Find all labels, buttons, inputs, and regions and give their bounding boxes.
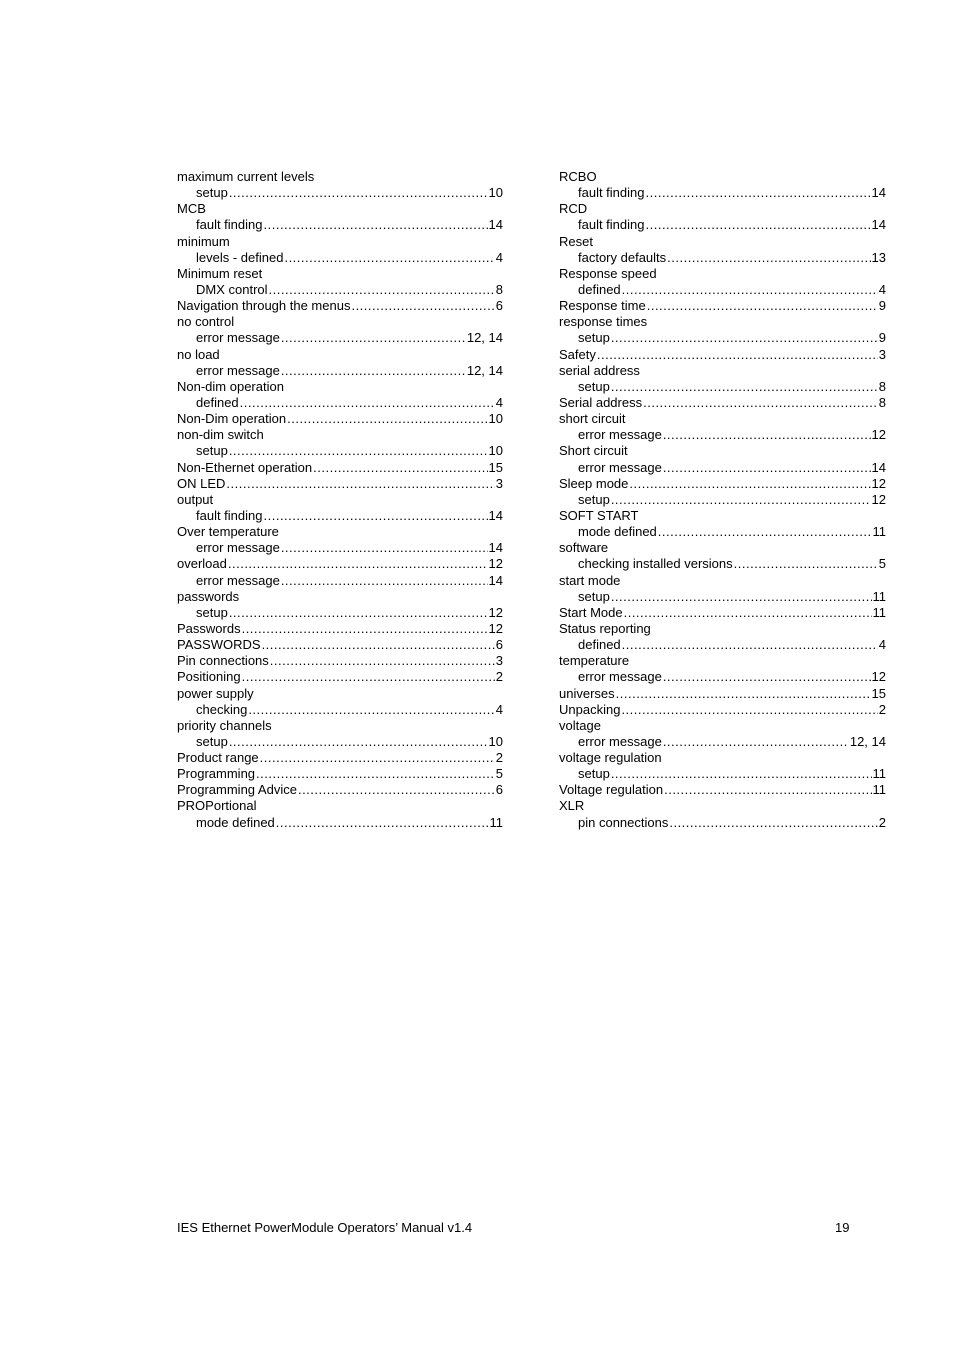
page-reference: 11	[872, 766, 886, 782]
index-heading: voltage regulation	[559, 750, 662, 766]
index-subentry-label: defined	[196, 394, 239, 410]
dot-leader	[242, 669, 495, 685]
index-subentry	[559, 427, 886, 443]
index-subentry-label: checking	[196, 701, 248, 717]
index-subentry	[559, 556, 886, 572]
dot-leader	[622, 637, 878, 653]
footer-page-number: 19	[835, 1220, 850, 1235]
index-subentry-label: factory defaults	[578, 249, 667, 265]
index-heading: voltage	[559, 717, 601, 733]
dot-leader	[664, 782, 871, 798]
index-heading: Short circuit	[559, 443, 628, 459]
index-subentry-label: error message	[578, 733, 662, 749]
dot-leader	[264, 508, 488, 524]
index-entry-label: Non-Ethernet operation	[177, 459, 313, 475]
dot-leader	[611, 379, 878, 395]
dot-leader	[647, 298, 878, 314]
index-heading: minimum	[177, 233, 230, 249]
index-heading: short circuit	[559, 411, 626, 427]
index-subentry-label: mode defined	[196, 814, 275, 830]
index-column-left	[177, 169, 503, 831]
index-subentry-label: fault finding	[578, 185, 645, 201]
index-entry	[177, 782, 503, 798]
page-reference: 9	[878, 330, 886, 346]
index-heading: temperature	[559, 653, 630, 669]
dot-leader	[281, 363, 466, 379]
index-subentry-label: mode defined	[578, 524, 657, 540]
index-entry-label: Pin connections	[177, 653, 269, 669]
dot-leader	[611, 330, 878, 346]
dot-leader	[313, 460, 487, 476]
page-reference: 6	[495, 298, 503, 314]
dot-leader	[262, 637, 495, 653]
index-subentry-label: error message	[196, 572, 280, 588]
page-reference: 14	[871, 459, 886, 475]
page-reference: 11	[489, 814, 503, 830]
index-subentry-label: setup	[578, 378, 610, 394]
index-entry-label: Product range	[177, 750, 259, 766]
index-heading: passwords	[177, 588, 240, 604]
page-reference: 14	[488, 572, 503, 588]
page-reference: 6	[495, 637, 503, 653]
page-reference: 12	[871, 475, 886, 491]
index-subentry	[177, 702, 503, 718]
index-entry-label: overload	[177, 556, 227, 572]
dot-leader	[228, 556, 488, 572]
index-heading: output	[177, 491, 214, 507]
dot-leader	[256, 766, 495, 782]
index-subentry-label: fault finding	[196, 507, 263, 523]
index-entry-label: Voltage regulation	[559, 782, 664, 798]
dot-leader	[248, 702, 494, 718]
index-subentry	[177, 573, 503, 589]
dot-leader	[663, 669, 871, 685]
page-reference: 3	[878, 346, 886, 362]
page-reference: 12	[871, 669, 886, 685]
page-reference: 11	[872, 782, 886, 798]
index-entry	[177, 460, 503, 476]
page-reference: 13	[871, 249, 886, 265]
dot-leader	[669, 815, 877, 831]
page-reference: 10	[488, 733, 503, 749]
index-subentry-label: setup	[196, 604, 228, 620]
index-entry	[559, 686, 886, 702]
page-reference: 11	[872, 524, 886, 540]
page-reference: 4	[495, 701, 503, 717]
index-heading: MCB	[177, 201, 206, 217]
index-heading: no control	[177, 314, 235, 330]
index-entry	[177, 669, 503, 685]
page-reference: 12	[488, 604, 503, 620]
page-reference: 4	[878, 637, 886, 653]
index-entry	[177, 476, 503, 492]
page-reference: 5	[495, 766, 503, 782]
dot-leader	[629, 476, 870, 492]
index-entry-label: ON LED	[177, 475, 226, 491]
dot-leader	[240, 395, 495, 411]
dot-leader	[646, 185, 871, 201]
footer-document-title: IES Ethernet PowerModule Operators’ Manual v1.4	[177, 1220, 473, 1235]
dot-leader	[621, 702, 877, 718]
dot-leader	[667, 250, 870, 266]
page-reference: 2	[878, 701, 886, 717]
page-reference: 4	[495, 249, 503, 265]
index-subentry-label: DMX control	[196, 281, 268, 297]
index-heading: RCD	[559, 201, 588, 217]
index-heading: SOFT START	[559, 507, 639, 523]
index-heading: Non-dim operation	[177, 378, 284, 394]
dot-leader	[663, 427, 871, 443]
page-reference: 11	[872, 588, 886, 604]
index-entry	[177, 637, 503, 653]
index-subentry	[559, 492, 886, 508]
dot-leader	[663, 734, 849, 750]
index-subentry-label: setup	[578, 588, 610, 604]
page-reference: 14	[488, 507, 503, 523]
index-subentry-label: error message	[578, 427, 662, 443]
dot-leader	[226, 476, 494, 492]
index-subentry-label: setup	[196, 443, 228, 459]
index-entry	[559, 395, 886, 411]
dot-leader	[264, 217, 488, 233]
index-heading: Status reporting	[559, 620, 651, 636]
page-reference: 4	[495, 394, 503, 410]
index-entry-label: Sleep mode	[559, 475, 629, 491]
index-subentry-label: defined	[578, 637, 621, 653]
index-entry-label: PASSWORDS	[177, 637, 261, 653]
dot-leader	[611, 492, 871, 508]
index-subentry	[559, 460, 886, 476]
index-entry-label: Positioning	[177, 669, 241, 685]
index-heading: RCBO	[559, 169, 597, 184]
page-reference: 10	[488, 411, 503, 427]
index-heading: Over temperature	[177, 524, 279, 540]
page-reference: 12, 14	[466, 330, 503, 346]
index-subentry-label: error message	[196, 362, 280, 378]
index-entry	[177, 653, 503, 669]
page-reference: 12	[871, 427, 886, 443]
index-subentry	[559, 185, 886, 201]
index-subentry-label: pin connections	[578, 814, 669, 830]
dot-leader	[597, 347, 878, 363]
dot-leader	[351, 298, 494, 314]
page-reference: 8	[495, 281, 503, 297]
page-reference: 10	[488, 185, 503, 201]
page-reference: 14	[488, 217, 503, 233]
index-subentry-label: fault finding	[578, 217, 645, 233]
page-reference: 9	[878, 298, 886, 314]
index-entry-label: Navigation through the menus	[177, 298, 351, 314]
index-heading: power supply	[177, 685, 254, 701]
dot-leader	[658, 524, 872, 540]
dot-leader	[229, 185, 488, 201]
index-subentry	[177, 395, 503, 411]
index-entry	[559, 782, 886, 798]
dot-leader	[646, 217, 871, 233]
index-entry-label: Programming Advice	[177, 782, 297, 798]
index-entry-label: Passwords	[177, 620, 241, 636]
index-entry-label: universes	[559, 685, 615, 701]
index-subentry	[177, 363, 503, 379]
page-reference: 2	[495, 669, 503, 685]
dot-leader	[260, 750, 495, 766]
index-subentry	[177, 217, 503, 233]
index-subentry	[559, 637, 886, 653]
index-subentry	[559, 524, 886, 540]
page-reference: 11	[872, 604, 886, 620]
index-entry	[559, 605, 886, 621]
index-heading: software	[559, 540, 609, 556]
index-entry	[177, 621, 503, 637]
dot-leader	[611, 589, 872, 605]
index-entry-label: Non-Dim operation	[177, 411, 287, 427]
page-reference: 14	[871, 217, 886, 233]
dot-leader	[281, 540, 488, 556]
index-heading: Response speed	[559, 265, 657, 281]
index-subentry	[559, 815, 886, 831]
index-heading: Minimum reset	[177, 265, 263, 281]
dot-leader	[229, 734, 488, 750]
page-reference: 6	[495, 782, 503, 798]
index-subentry-label: setup	[196, 733, 228, 749]
index-subentry	[177, 185, 503, 201]
index-heading: serial address	[559, 362, 640, 378]
index-subentry-label: checking installed versions	[578, 556, 733, 572]
index-subentry	[559, 217, 886, 233]
dot-leader	[663, 460, 871, 476]
index-subentry	[177, 250, 503, 266]
index-heading: non-dim switch	[177, 427, 264, 443]
index-subentry-label: setup	[578, 491, 610, 507]
index-entry-label: Unpacking	[559, 701, 621, 717]
page-reference: 4	[878, 281, 886, 297]
index-subentry-label: error message	[578, 459, 662, 475]
index-subentry	[177, 540, 503, 556]
dot-leader	[624, 605, 872, 621]
index-entry-label: Serial address	[559, 394, 643, 410]
page-reference: 12	[488, 556, 503, 572]
dot-leader	[643, 395, 878, 411]
index-entry-label: Safety	[559, 346, 596, 362]
index-heading: XLR	[559, 798, 585, 814]
dot-leader	[229, 443, 488, 459]
dot-leader	[281, 573, 488, 589]
dot-leader	[270, 653, 495, 669]
index-heading: start mode	[559, 572, 621, 588]
index-subentry	[177, 282, 503, 298]
page-reference: 15	[488, 459, 503, 475]
index-heading: no load	[177, 346, 220, 362]
page-reference: 5	[878, 556, 886, 572]
index-entry	[559, 702, 886, 718]
index-entry	[177, 556, 503, 572]
index-subentry	[177, 330, 503, 346]
dot-leader	[284, 250, 494, 266]
dot-leader	[242, 621, 488, 637]
page-reference: 8	[878, 394, 886, 410]
index-entry-label: Programming	[177, 766, 256, 782]
index-subentry	[559, 282, 886, 298]
index-subentry	[559, 766, 886, 782]
index-entry	[559, 347, 886, 363]
dot-leader	[298, 782, 495, 798]
page-reference: 12, 14	[849, 733, 886, 749]
dot-leader	[622, 282, 878, 298]
page-reference: 3	[495, 653, 503, 669]
index-subentry-label: setup	[578, 766, 610, 782]
index-subentry-label: error message	[196, 330, 280, 346]
index-entry	[177, 766, 503, 782]
index-subentry	[559, 589, 886, 605]
dot-leader	[229, 605, 488, 621]
dot-leader	[281, 330, 466, 346]
page-reference: 8	[878, 378, 886, 394]
index-entry	[177, 750, 503, 766]
index-subentry	[177, 815, 503, 831]
index-subentry-label: setup	[578, 330, 610, 346]
index-heading: response times	[559, 314, 648, 330]
index-subentry-label: defined	[578, 281, 621, 297]
index-entry	[559, 476, 886, 492]
dot-leader	[611, 766, 872, 782]
index-subentry-label: setup	[196, 185, 228, 201]
index-subentry	[559, 669, 886, 685]
page-reference: 10	[488, 443, 503, 459]
index-entry	[559, 298, 886, 314]
page-reference: 2	[878, 814, 886, 830]
index-subentry	[177, 508, 503, 524]
page-reference: 14	[488, 540, 503, 556]
dot-leader	[287, 411, 487, 427]
index-subentry	[559, 250, 886, 266]
index-entry-label: Response time	[559, 298, 646, 314]
page-reference: 15	[871, 685, 886, 701]
page-reference: 12	[871, 491, 886, 507]
dot-leader	[269, 282, 495, 298]
page-reference: 2	[495, 750, 503, 766]
dot-leader	[616, 686, 871, 702]
index-entry	[177, 411, 503, 427]
index-subentry-label: levels - defined	[196, 249, 284, 265]
page-reference: 14	[871, 185, 886, 201]
page-reference: 12	[488, 620, 503, 636]
index-entry-label: Start Mode	[559, 604, 623, 620]
page-reference: 12, 14	[466, 362, 503, 378]
index-heading: PROPortional	[177, 798, 257, 814]
dot-leader	[276, 815, 489, 831]
dot-leader	[734, 556, 878, 572]
index-heading: maximum current levels	[177, 169, 315, 184]
index-subentry-label: error message	[578, 669, 662, 685]
index-column-right	[559, 169, 886, 831]
index-heading: priority channels	[177, 717, 272, 733]
page-reference: 3	[495, 475, 503, 491]
index-subentry	[559, 330, 886, 346]
index-entry	[177, 298, 503, 314]
index-subentry	[559, 379, 886, 395]
index-heading: Reset	[559, 233, 593, 249]
index-subentry	[177, 605, 503, 621]
index-subentry	[177, 734, 503, 750]
index-subentry-label: error message	[196, 540, 280, 556]
index-subentry	[177, 443, 503, 459]
index-subentry	[559, 734, 886, 750]
index-subentry-label: fault finding	[196, 217, 263, 233]
